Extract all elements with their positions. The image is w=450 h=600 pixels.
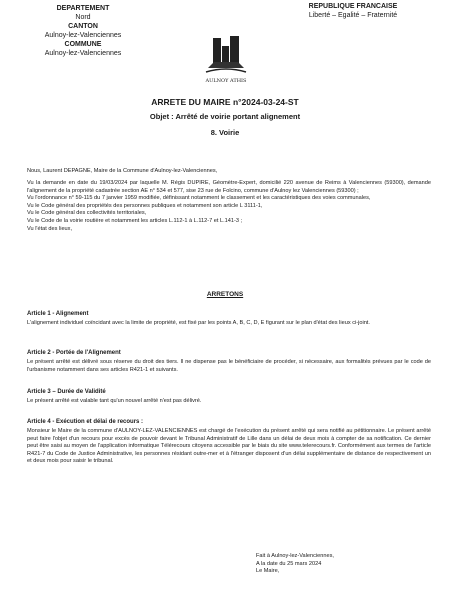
recital-item: Vu la demande en date du 19/03/2024 par laquelle M. Régis DUPIRE, Géomètre-Expert, domicilié 220 avenue de Reims à Valenciennes (59300), demande l'alignement de la propriété cadastrée section AE n° 534 et 577, sise 23 rue de Folcino, commune d'Aulnoy lez Valenciennes (59300) ; — [27, 180, 431, 194]
canton-label: CANTON — [68, 23, 98, 30]
republic-label: REPUBLIQUE FRANCAISE — [308, 3, 398, 10]
department-label: DEPARTEMENT — [56, 5, 110, 12]
decree-subject: Objet : Arrêté de voirie portant alignement — [149, 112, 301, 121]
canton-name: Aulnoy-lez-Valenciennes — [44, 32, 122, 39]
signature-role: Le Maire, — [256, 568, 280, 575]
article-4-heading: Article 4 - Exécution et délai de recours : — [27, 419, 144, 425]
signature-place: Fait à Aulnoy-lez-Valenciennes, — [256, 553, 334, 559]
republic-motto: Liberté – Egalité – Fraternité — [308, 12, 398, 19]
intro-paragraph: Nous, Laurent DEPAGNE, Maire de la Commune d'Aulnoy-lez-Valenciennes, — [27, 168, 218, 174]
signature-date: A la date du 25 mars 2024 — [256, 560, 322, 567]
article-1-heading: Article 1 - Alignement — [27, 311, 89, 317]
article-3-text: Le présent arrêté est valable tant qu'un nouvel arrêté n'est pas délivré. — [27, 398, 202, 404]
arretons-heading: ARRETONS — [206, 291, 244, 298]
article-2-text: Le présent arrêté est délivré sous réserve du droit des tiers. Il ne dispense pas le bénéficiaire de procéder, si nécessaire, aux formalités prévues par le code de l'urbanisme notamment dans ses articles R421-1 et suivants. — [27, 359, 431, 373]
recital-item: Vu le Code de la voirie routière et notamment les articles L.112-1 à L.112-7 et L.141-3 ; — [27, 217, 243, 224]
article-2-heading: Article 2 - Portée de l'Alignement — [27, 350, 121, 356]
article-1-text: L'alignement individuel coïncidant avec la limite de propriété, est fixé par les points A, B, C, D, E figurant sur le plan d'état des lieux ci-joint. — [27, 320, 370, 326]
header-right — [268, 2, 438, 20]
decree-category: 8. Voirie — [210, 128, 240, 137]
signature-block — [256, 553, 436, 576]
recitals — [27, 180, 431, 233]
commune-name: Aulnoy-lez-Valenciennes — [44, 50, 122, 57]
recital-item: Vu le Code général des propriétés des personnes publiques et notamment son article L 3111-1, — [27, 202, 263, 209]
header-left — [18, 4, 148, 58]
recital-item: Vu le Code général des collectivités territoriales, — [27, 210, 147, 217]
recital-item: Vu l'état des lieux, — [27, 225, 73, 232]
department-name: Nord — [75, 14, 91, 21]
aulnoy-city-logo-icon — [198, 32, 254, 86]
commune-label: COMMUNE — [64, 41, 102, 48]
article-4-text: Monsieur le Maire de la commune d'AULNOY-LEZ-VALENCIENNES est chargé de l'exécution du présent arrêté qui sera notifié au pétitionnaire. Le présent arrêté peut faire l'objet d'un recours pour excès de pouvoir devant le Tribunal Administratif de Lille dans un délai de deux mois à compter de sa notification. Ce dernier peut être saisi au moyen de l'application informatique Télérecours citoyens accessible par le biais du site www.telerecours.fr. Conformément aux termes de l'article R421-7 du Code de Justice Administrative, les personnes résidant outre-mer et à l'étranger disposent d'un délai supplémentaire de distance de respectivement un et deux mois pour saisir le tribunal. — [27, 428, 431, 465]
svg-text:AULNOY ATHIS: AULNOY ATHIS — [205, 78, 247, 84]
recital-item: Vu l'ordonnance n° 59-115 du 7 janvier 1959 modifiée, définissant notamment le classement et les caractéristiques des voies communales, — [27, 195, 371, 202]
article-3-heading: Article 3 – Durée de Validité — [27, 389, 106, 395]
decree-title: ARRETE DU MAIRE n°2024-03-24-ST — [151, 97, 299, 107]
